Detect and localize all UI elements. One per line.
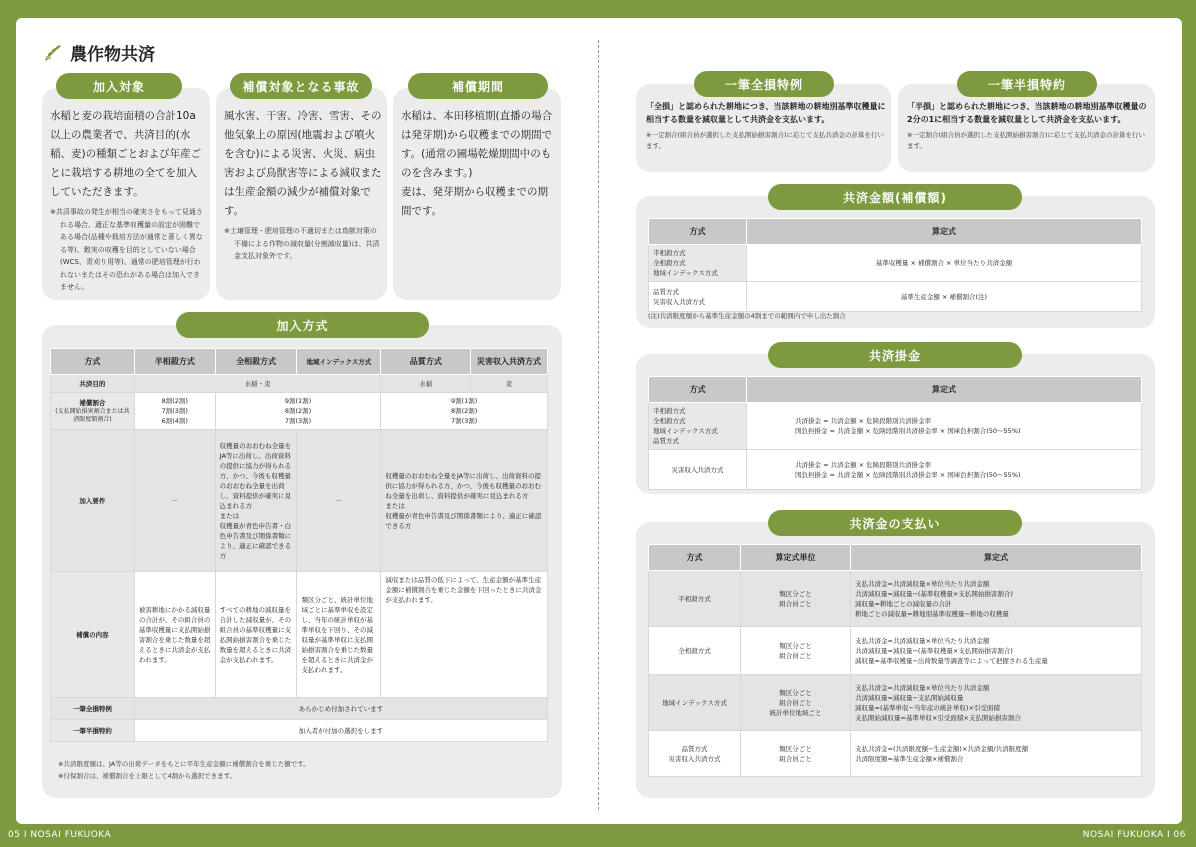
hosho-jiko-note: ※土壌管理・肥培管理の不適切または鳥獣対策の不備による作物の減収量(分割減収量)は、共済金支払対象外です。	[224, 227, 380, 260]
row-label-ippitsu-zen: 一筆全損特例	[51, 698, 135, 720]
kanyu-taisho-pill: 加入対象	[56, 73, 182, 99]
shiharai-row4-formula: 支払共済金=(共済限度額−生産金額)×共済金額/共済限度額 共済限度額=基準生産金額×補償割合	[851, 731, 1142, 777]
shiharai-th-unit: 算定式単位	[741, 545, 851, 571]
row-label-hosho-wariai	[51, 393, 135, 430]
shiharai-th-hoshiki: 方式	[649, 545, 741, 571]
row-label-hosho-naiyo: 補償の内容	[51, 572, 135, 698]
hosho-naiyo-zen: すべての耕地の減収量を合計した減収量が、その組合員の基準収穫量に支払開始損害割合を乗じた数量を超えるときに共済金が支払われます。	[215, 572, 297, 698]
hosho-jiko-text: 風水害、干害、冷害、雪害、その他気象上の原因(地震および噴火を含む)による災害、火災、病虫害および鳥獣害等による減収または生産金額の減少が補償対象です。	[224, 110, 382, 217]
shiharai-row1-unit: 類区分ごと 組合員ごと	[741, 571, 851, 627]
yoken-hin: 収穫量のおおむね全量をJA等に出荷し、出荷資料の提供に協力が得られる方、かつ、今後も収穫量のおおむね全量を出荷し、資料提供が確実に見込まれる方 または 収穫量が青色申告書及び関係書類により、適正に確認できる方	[381, 430, 548, 572]
ippitsu-zenson-text: 「全損」と認められた耕地につき、当該耕地の耕地別基準収穫量に相当する数量を減収量として共済金を支払います。	[646, 102, 886, 124]
hosho-wariai-sub: (支払開始損害割合または共済限度額割合)	[55, 408, 130, 423]
kanyu-hoshiki-table	[50, 348, 548, 742]
kingaku-note: (注)共済限度額から基準生産金額の4割までの範囲内で申し出た割合	[648, 312, 846, 320]
footer-right: NOSAI FUKUOKA I 06	[1082, 830, 1186, 840]
shiharai-row2-hoshiki: 全相殺方式	[649, 627, 741, 675]
shiharai-pill: 共済金の支払い	[768, 510, 1022, 536]
kanyu-taisho-text: 水稲と麦の栽培面積の合計10a以上の農業者で、共済目的(水稲、麦)の種類ごとおよび年産ごとに栽培する耕地の全てを加入していただきます。	[50, 110, 202, 198]
shiharai-row4-unit: 類区分ごと 組合員ごと	[741, 731, 851, 777]
ippitsu-han-value: 加入者が付加の選択をします	[134, 720, 547, 742]
ippitsu-zen-value: あらかじめ付加されています	[134, 698, 547, 720]
hosho-kikan-text1: 水稲は、本田移植期(直播の場合は発芽期)から収穫までの期間です。(通常の圃場乾燥期間中のものを含みます。)	[401, 110, 553, 179]
row-label-mokuteki: 共済目的	[51, 375, 135, 393]
hosho-kikan-text2: 麦は、発芽期から収穫までの期間です。	[401, 186, 548, 217]
hosho-wariai-han: 8割(2割) 7割(3割) 6割(4割)	[134, 393, 215, 430]
th-zensosai: 全相殺方式	[215, 349, 297, 375]
th-hoshiki: 方式	[51, 349, 135, 375]
hosho-naiyo-han: 被害耕地にかかる減収量の合計が、その組合員の基準収穫量に支払開始損害割合を乗じた数量を超えるときに共済金が支払われます。	[134, 572, 215, 698]
shiharai-row3-hoshiki: 地域インデックス方式	[649, 675, 741, 731]
kyosai-kingaku-pill: 共済金額(補償額)	[768, 184, 1022, 210]
kakekin-row2-formula: 共済掛金 = 共済金額 × 危険段階別共済掛金率 国負担掛金 = 共済金額 × 危険段階別共済掛金率 × 国庫負担割合(50〜55%)	[747, 450, 1142, 490]
kingaku-row1-hoshiki: 半相殺方式 全相殺方式 地域インデックス方式	[649, 245, 747, 282]
page-title	[42, 40, 155, 65]
hosho-jiko-pill: 補償対象となる事故	[230, 73, 372, 99]
hosho-naiyo-chiiki: 類区分ごと、統計単位地域ごとに基準単収を設定し、当年の統計単収が基準単収を下回り、その減収量が基準単収に支払開始損害割合を乗じた数量を超えるときに共済金が支払われます。	[297, 572, 381, 698]
kanyu-hoshiki-pill: 加入方式	[176, 312, 429, 338]
mokuteki-value-3: 麦	[471, 375, 548, 393]
shiharai-row4-hoshiki: 品質方式 災害収入共済方式	[649, 731, 741, 777]
row-label-yoken: 加入要件	[51, 430, 135, 572]
kakekin-th-formula: 算定式	[747, 377, 1142, 403]
yoken-han: －	[134, 430, 215, 572]
hosho-naiyo-hin: 減収または品質の低下によって、生産金額が基準生産金額に補償割合を乗じた金額を下回ったときに共済金が支払われます。	[381, 572, 548, 698]
page-title-text: 農作物共済	[70, 45, 155, 65]
kakekin-row2-hoshiki: 災害収入共済方式	[649, 450, 747, 490]
ippitsu-hanson-content	[907, 100, 1151, 152]
ippitsu-zenson-pill: 一筆全損特例	[694, 71, 834, 97]
shiharai-row1-formula: 支払共済金=共済減収量×単位当たり共済金額 共済減収量=減収量−(基準収穫量×支払開始損害割合) 減収量=耕地ごとの減収量の合計 耕地ごとの減収量=耕地別基準収穫量−耕地の収穫量	[851, 571, 1142, 627]
row-label-ippitsu-han: 一筆半損特約	[51, 720, 135, 742]
shiharai-table	[648, 544, 1142, 777]
ippitsu-hanson-text: 「半損」と認められた耕地につき、当該耕地の耕地別基準収穫量の2分の1に相当する数量を減収量として共済金を支払います。	[907, 102, 1147, 124]
shiharai-th-formula: 算定式	[851, 545, 1142, 571]
kanyu-note-1: ※共済限度額は、JA等の出荷データをもとに平年生産金額に補償割合を乗じた額です。	[58, 760, 310, 768]
kingaku-row2-formula: 基準生産金額 × 補償割合(注)	[747, 282, 1142, 312]
ippitsu-zenson-note: ※一定割合(組合員が選択した支払開始損害割合)に応じて支払共済金の計算を行います。	[646, 131, 885, 150]
shiharai-row2-formula: 支払共済金=共済減収量×単位当たり共済金額 共済減収量=減収量−(基準収穫量×支払開始損害割合) 減収量=基準収穫量−出荷数量等調査等によって把握される生産量	[851, 627, 1142, 675]
th-hinshitsu: 品質方式	[381, 349, 471, 375]
kingaku-row1-formula: 基準収穫量 × 補償割合 × 単位当たり共済金額	[747, 245, 1142, 282]
kakekin-row1-hoshiki: 半相殺方式 全相殺方式 地域インデックス方式 品質方式	[649, 403, 747, 450]
kanyu-taisho-content	[50, 107, 205, 294]
ippitsu-zenson-content	[646, 100, 886, 152]
yoken-zen: 収穫量のおおむね全量をJA等に出荷し、出荷資料の提供に協力が得られる方、かつ、今後も収穫量のおおむね全量を出荷し、資料提供が確実に見込まれる方 または 収穫量が青色申告書・白色申告書及び関係書類により、適正に確認できる方	[215, 430, 297, 572]
shiharai-row3-formula: 支払共済金=共済減収量×単位当たり共済金額 共済減収量=減収量−支払開始減収量 減収量=(基準単収−当年産の統計単収)×引受面積 支払開始減収量=基準単収×引受面積×支払開始損害割合	[851, 675, 1142, 731]
hosho-kikan-content	[401, 107, 556, 221]
shiharai-row3-unit: 類区分ごと 組合員ごと 統計単位地域ごと	[741, 675, 851, 731]
hosho-jiko-content	[224, 107, 382, 263]
ippitsu-hanson-pill: 一筆半損特約	[957, 71, 1097, 97]
kingaku-row2-hoshiki: 品質方式 災害収入共済方式	[649, 282, 747, 312]
page-divider	[598, 40, 599, 810]
mokuteki-value-2: 水稲	[381, 375, 471, 393]
kakekin-th-hoshiki: 方式	[649, 377, 747, 403]
hosho-wariai-hin: 9割(1割) 8割(2割) 7割(3割)	[381, 393, 548, 430]
th-hansosai: 半相殺方式	[134, 349, 215, 375]
kanyu-taisho-note: ※共済事故の発生が相当の確実さをもって見通される場合、適正な基準収穫量の設定が困難である場合(品種や栽培方法が通常と著しく異なる等)、穀実の収穫を目的としていない場合(WCS、青刈り用等)、通常の肥培管理が行われないまたはその恐れがある場合は加入できません。	[50, 208, 203, 291]
hosho-wariai-label: 補償割合	[79, 399, 106, 407]
kyosai-kingaku-table	[648, 218, 1142, 312]
kakekin-table	[648, 376, 1142, 490]
shiharai-row2-unit: 類区分ごと 組合員ごと	[741, 627, 851, 675]
mokuteki-value-1: 水稲・麦	[134, 375, 381, 393]
kingaku-th-formula: 算定式	[747, 219, 1142, 245]
yoken-chiiki: －	[297, 430, 381, 572]
kanyu-hoshiki-notes	[58, 758, 310, 782]
th-saigai: 災害収入共済方式	[471, 349, 548, 375]
kakekin-pill: 共済掛金	[768, 342, 1022, 368]
hosho-kikan-pill: 補償期間	[408, 73, 548, 99]
hosho-wariai-zen: 9割(1割) 8割(2割) 7割(3割)	[215, 393, 381, 430]
shiharai-row1-hoshiki: 半相殺方式	[649, 571, 741, 627]
th-chiiki: 地域インデックス方式	[297, 349, 381, 375]
kingaku-th-hoshiki: 方式	[649, 219, 747, 245]
ippitsu-hanson-note: ※一定割合(組合員が選択した支払開始損害割合)に応じて支払共済金の計算を行います。	[907, 131, 1146, 150]
kakekin-row1-formula: 共済掛金 = 共済金額 × 危険段階別共済掛金率 国負担掛金 = 共済金額 × 危険段階別共済掛金率 × 国庫負担割合(50〜55%)	[747, 403, 1142, 450]
kanyu-note-2: ※付保割合は、補償割合を上限として4割から選択できます。	[58, 772, 237, 780]
footer-left: 05 I NOSAI FUKUOKA	[8, 830, 112, 840]
rice-plant-icon	[42, 42, 64, 64]
